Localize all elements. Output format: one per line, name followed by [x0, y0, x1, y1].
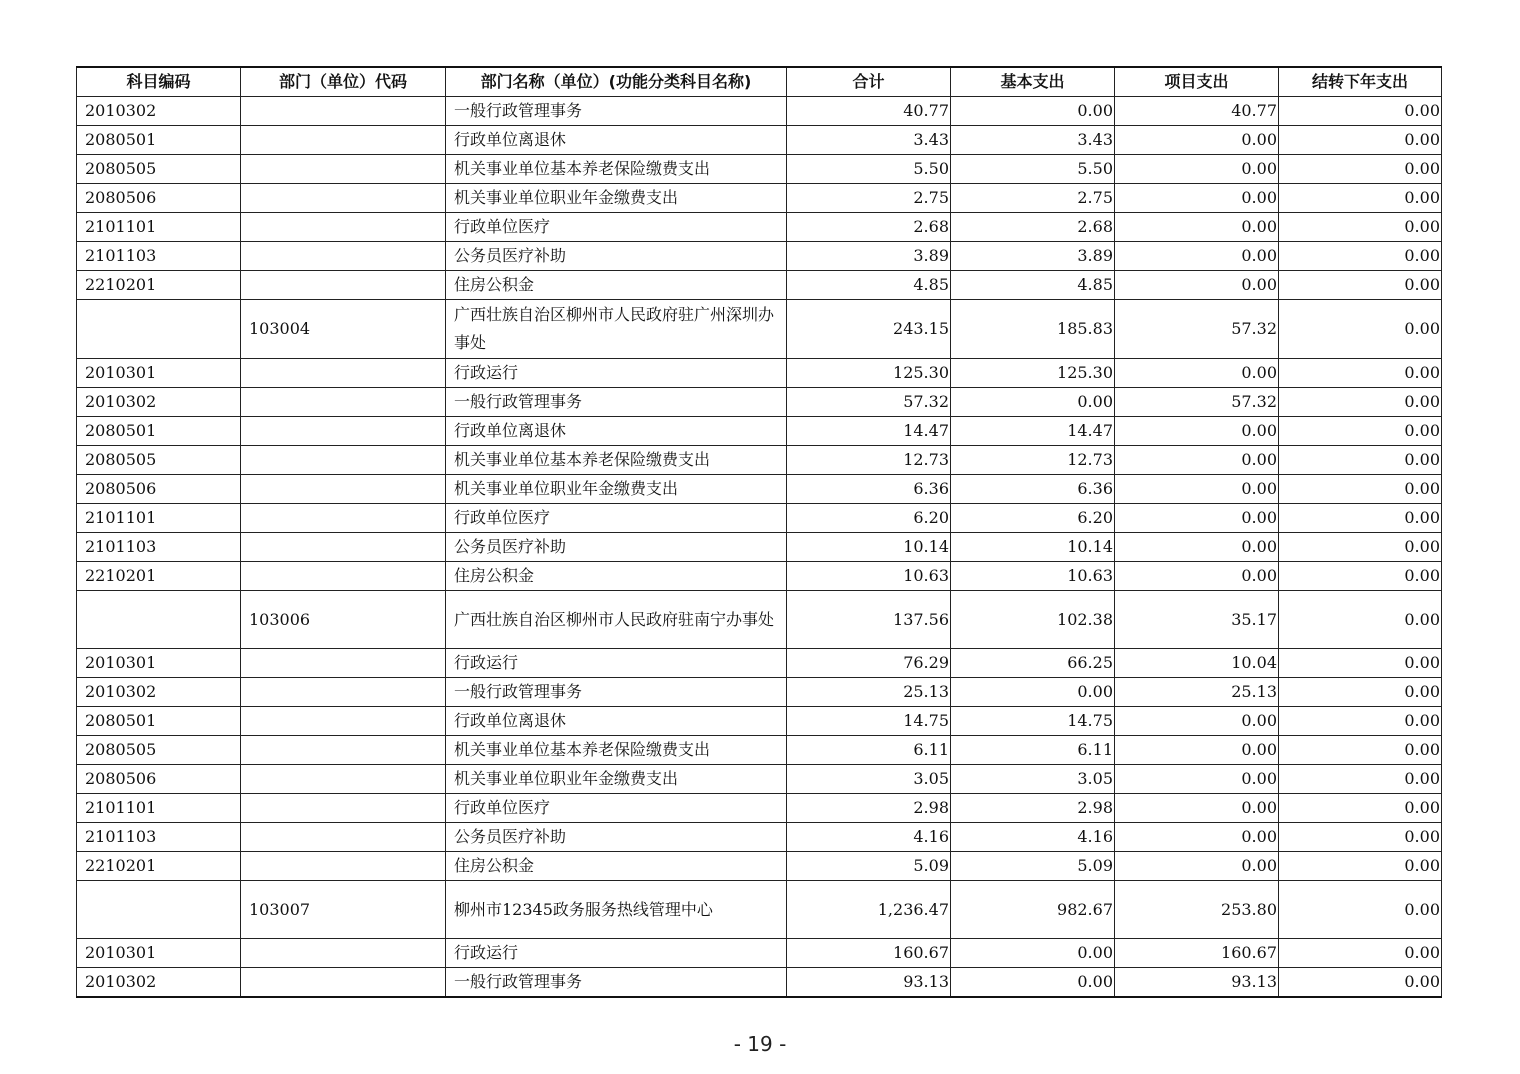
header-carry-forward: 结转下年支出 — [1279, 67, 1442, 97]
subject-code-cell: 2210201 — [77, 562, 241, 591]
table-row — [77, 823, 1442, 852]
carry-forward-cell: 0.00 — [1279, 417, 1442, 446]
carry-forward-cell: 0.00 — [1279, 736, 1442, 765]
table-row — [77, 533, 1442, 562]
total-cell: 243.15 — [787, 300, 951, 359]
basic-expenditure-cell: 102.38 — [951, 591, 1115, 649]
basic-expenditure-cell: 14.47 — [951, 417, 1115, 446]
carry-forward-cell: 0.00 — [1279, 446, 1442, 475]
dept-name-cell: 一般行政管理事务 — [446, 97, 787, 126]
dept-name-cell: 行政单位医疗 — [446, 213, 787, 242]
dept-name-cell: 公务员医疗补助 — [446, 533, 787, 562]
carry-forward-cell: 0.00 — [1279, 300, 1442, 359]
table-row — [77, 562, 1442, 591]
carry-forward-cell: 0.00 — [1279, 126, 1442, 155]
dept-name-cell: 机关事业单位基本养老保险缴费支出 — [446, 155, 787, 184]
dept-code-cell — [241, 388, 446, 417]
project-expenditure-cell: 57.32 — [1115, 300, 1279, 359]
dept-name-cell: 机关事业单位职业年金缴费支出 — [446, 475, 787, 504]
dept-code-cell — [241, 446, 446, 475]
project-expenditure-cell: 35.17 — [1115, 591, 1279, 649]
project-expenditure-cell: 0.00 — [1115, 475, 1279, 504]
subject-code-cell: 2010302 — [77, 388, 241, 417]
department-row — [77, 881, 1442, 939]
carry-forward-cell: 0.00 — [1279, 591, 1442, 649]
subject-code-cell: 2080506 — [77, 765, 241, 794]
basic-expenditure-cell: 0.00 — [951, 678, 1115, 707]
header-dept-code: 部门（单位）代码 — [241, 67, 446, 97]
basic-expenditure-cell: 6.36 — [951, 475, 1115, 504]
dept-name-cell: 住房公积金 — [446, 271, 787, 300]
header-subject-code: 科目编码 — [77, 67, 241, 97]
project-expenditure-cell: 0.00 — [1115, 504, 1279, 533]
table-row — [77, 97, 1442, 126]
table-row — [77, 649, 1442, 678]
dept-name-cell: 机关事业单位基本养老保险缴费支出 — [446, 736, 787, 765]
dept-code-cell — [241, 359, 446, 388]
subject-code-cell: 2080501 — [77, 707, 241, 736]
dept-name-cell: 机关事业单位职业年金缴费支出 — [446, 184, 787, 213]
subject-code-cell: 2080505 — [77, 736, 241, 765]
total-cell: 93.13 — [787, 968, 951, 998]
dept-name-cell: 行政单位离退休 — [446, 707, 787, 736]
subject-code-cell: 2080501 — [77, 417, 241, 446]
carry-forward-cell: 0.00 — [1279, 359, 1442, 388]
basic-expenditure-cell: 3.43 — [951, 126, 1115, 155]
dept-code-cell — [241, 417, 446, 446]
basic-expenditure-cell: 2.98 — [951, 794, 1115, 823]
dept-code-cell: 103007 — [241, 881, 446, 939]
header-project-expenditure: 项目支出 — [1115, 67, 1279, 97]
dept-code-cell — [241, 649, 446, 678]
carry-forward-cell: 0.00 — [1279, 968, 1442, 998]
subject-code-cell: 2210201 — [77, 271, 241, 300]
project-expenditure-cell: 0.00 — [1115, 213, 1279, 242]
total-cell: 125.30 — [787, 359, 951, 388]
page-number: - 19 - — [733, 1032, 787, 1056]
dept-name-cell: 行政运行 — [446, 939, 787, 968]
dept-name-cell: 广西壮族自治区柳州市人民政府驻广州深圳办事处 — [446, 300, 787, 359]
dept-name-cell: 一般行政管理事务 — [446, 678, 787, 707]
dept-name-cell: 公务员医疗补助 — [446, 242, 787, 271]
table-row — [77, 765, 1442, 794]
table-row — [77, 504, 1442, 533]
carry-forward-cell: 0.00 — [1279, 649, 1442, 678]
project-expenditure-cell: 25.13 — [1115, 678, 1279, 707]
dept-name-cell: 广西壮族自治区柳州市人民政府驻南宁办事处 — [446, 591, 787, 649]
total-cell: 40.77 — [787, 97, 951, 126]
table-row — [77, 359, 1442, 388]
total-cell: 5.09 — [787, 852, 951, 881]
project-expenditure-cell: 0.00 — [1115, 446, 1279, 475]
dept-name-cell: 公务员医疗补助 — [446, 823, 787, 852]
table-row — [77, 736, 1442, 765]
carry-forward-cell: 0.00 — [1279, 562, 1442, 591]
project-expenditure-cell: 160.67 — [1115, 939, 1279, 968]
basic-expenditure-cell: 125.30 — [951, 359, 1115, 388]
basic-expenditure-cell: 3.89 — [951, 242, 1115, 271]
table-row — [77, 446, 1442, 475]
total-cell: 6.11 — [787, 736, 951, 765]
total-cell: 57.32 — [787, 388, 951, 417]
basic-expenditure-cell: 66.25 — [951, 649, 1115, 678]
project-expenditure-cell: 0.00 — [1115, 765, 1279, 794]
subject-code-cell: 2010302 — [77, 968, 241, 998]
subject-code-cell: 2080501 — [77, 126, 241, 155]
dept-code-cell — [241, 504, 446, 533]
total-cell: 14.47 — [787, 417, 951, 446]
subject-code-cell — [77, 591, 241, 649]
dept-code-cell — [241, 707, 446, 736]
subject-code-cell: 2101101 — [77, 504, 241, 533]
basic-expenditure-cell: 12.73 — [951, 446, 1115, 475]
basic-expenditure-cell: 0.00 — [951, 388, 1115, 417]
project-expenditure-cell: 40.77 — [1115, 97, 1279, 126]
project-expenditure-cell: 0.00 — [1115, 184, 1279, 213]
carry-forward-cell: 0.00 — [1279, 388, 1442, 417]
project-expenditure-cell: 10.04 — [1115, 649, 1279, 678]
subject-code-cell: 2080506 — [77, 184, 241, 213]
subject-code-cell: 2101101 — [77, 794, 241, 823]
basic-expenditure-cell: 10.63 — [951, 562, 1115, 591]
dept-name-cell: 行政运行 — [446, 649, 787, 678]
total-cell: 3.43 — [787, 126, 951, 155]
subject-code-cell: 2080505 — [77, 155, 241, 184]
total-cell: 12.73 — [787, 446, 951, 475]
carry-forward-cell: 0.00 — [1279, 939, 1442, 968]
dept-code-cell: 103006 — [241, 591, 446, 649]
carry-forward-cell: 0.00 — [1279, 213, 1442, 242]
total-cell: 2.75 — [787, 184, 951, 213]
header-total: 合计 — [787, 67, 951, 97]
dept-code-cell — [241, 939, 446, 968]
basic-expenditure-cell: 6.20 — [951, 504, 1115, 533]
dept-name-cell: 住房公积金 — [446, 852, 787, 881]
total-cell: 10.14 — [787, 533, 951, 562]
project-expenditure-cell: 93.13 — [1115, 968, 1279, 998]
basic-expenditure-cell: 0.00 — [951, 939, 1115, 968]
carry-forward-cell: 0.00 — [1279, 707, 1442, 736]
dept-code-cell — [241, 271, 446, 300]
dept-code-cell — [241, 155, 446, 184]
table-row — [77, 184, 1442, 213]
subject-code-cell: 2010301 — [77, 649, 241, 678]
project-expenditure-cell: 0.00 — [1115, 533, 1279, 562]
basic-expenditure-cell: 2.75 — [951, 184, 1115, 213]
department-row — [77, 591, 1442, 649]
basic-expenditure-cell: 10.14 — [951, 533, 1115, 562]
carry-forward-cell: 0.00 — [1279, 881, 1442, 939]
subject-code-cell: 2101103 — [77, 823, 241, 852]
carry-forward-cell: 0.00 — [1279, 794, 1442, 823]
total-cell: 10.63 — [787, 562, 951, 591]
project-expenditure-cell: 0.00 — [1115, 155, 1279, 184]
dept-name-cell: 一般行政管理事务 — [446, 388, 787, 417]
dept-name-cell: 行政单位医疗 — [446, 794, 787, 823]
basic-expenditure-cell: 185.83 — [951, 300, 1115, 359]
project-expenditure-cell: 0.00 — [1115, 823, 1279, 852]
carry-forward-cell: 0.00 — [1279, 155, 1442, 184]
carry-forward-cell: 0.00 — [1279, 97, 1442, 126]
carry-forward-cell: 0.00 — [1279, 852, 1442, 881]
basic-expenditure-cell: 6.11 — [951, 736, 1115, 765]
table-row — [77, 126, 1442, 155]
table-row — [77, 213, 1442, 242]
table-row — [77, 852, 1442, 881]
project-expenditure-cell: 0.00 — [1115, 271, 1279, 300]
basic-expenditure-cell: 0.00 — [951, 97, 1115, 126]
dept-code-cell — [241, 126, 446, 155]
subject-code-cell: 2010302 — [77, 678, 241, 707]
basic-expenditure-cell: 4.85 — [951, 271, 1115, 300]
carry-forward-cell: 0.00 — [1279, 678, 1442, 707]
total-cell: 3.89 — [787, 242, 951, 271]
total-cell: 1,236.47 — [787, 881, 951, 939]
total-cell: 160.67 — [787, 939, 951, 968]
subject-code-cell: 2080506 — [77, 475, 241, 504]
basic-expenditure-cell: 5.50 — [951, 155, 1115, 184]
basic-expenditure-cell: 14.75 — [951, 707, 1115, 736]
subject-code-cell: 2101103 — [77, 533, 241, 562]
dept-code-cell — [241, 184, 446, 213]
project-expenditure-cell: 0.00 — [1115, 417, 1279, 446]
total-cell: 137.56 — [787, 591, 951, 649]
table-row — [77, 155, 1442, 184]
total-cell: 4.16 — [787, 823, 951, 852]
budget-expenditure-table — [76, 66, 1442, 998]
table-header-row — [77, 67, 1442, 97]
dept-name-cell: 柳州市12345政务服务热线管理中心 — [446, 881, 787, 939]
department-row — [77, 300, 1442, 359]
dept-name-cell: 一般行政管理事务 — [446, 968, 787, 998]
dept-name-cell: 行政单位离退休 — [446, 126, 787, 155]
subject-code-cell: 2010301 — [77, 359, 241, 388]
subject-code-cell — [77, 300, 241, 359]
subject-code-cell: 2010301 — [77, 939, 241, 968]
table-row — [77, 968, 1442, 998]
header-basic-expenditure: 基本支出 — [951, 67, 1115, 97]
table-row — [77, 678, 1442, 707]
total-cell: 2.98 — [787, 794, 951, 823]
subject-code-cell — [77, 881, 241, 939]
table-row — [77, 271, 1442, 300]
basic-expenditure-cell: 3.05 — [951, 765, 1115, 794]
table-row — [77, 939, 1442, 968]
subject-code-cell: 2101103 — [77, 242, 241, 271]
total-cell: 6.36 — [787, 475, 951, 504]
carry-forward-cell: 0.00 — [1279, 184, 1442, 213]
table-row — [77, 242, 1442, 271]
carry-forward-cell: 0.00 — [1279, 271, 1442, 300]
total-cell: 14.75 — [787, 707, 951, 736]
dept-code-cell: 103004 — [241, 300, 446, 359]
dept-code-cell — [241, 765, 446, 794]
table-row — [77, 475, 1442, 504]
project-expenditure-cell: 0.00 — [1115, 794, 1279, 823]
total-cell: 76.29 — [787, 649, 951, 678]
table-row — [77, 388, 1442, 417]
project-expenditure-cell: 0.00 — [1115, 242, 1279, 271]
carry-forward-cell: 0.00 — [1279, 533, 1442, 562]
project-expenditure-cell: 0.00 — [1115, 736, 1279, 765]
dept-name-cell: 机关事业单位基本养老保险缴费支出 — [446, 446, 787, 475]
dept-code-cell — [241, 533, 446, 562]
project-expenditure-cell: 0.00 — [1115, 707, 1279, 736]
project-expenditure-cell: 0.00 — [1115, 562, 1279, 591]
dept-name-cell: 行政单位医疗 — [446, 504, 787, 533]
dept-code-cell — [241, 97, 446, 126]
dept-name-cell: 机关事业单位职业年金缴费支出 — [446, 765, 787, 794]
basic-expenditure-cell: 982.67 — [951, 881, 1115, 939]
basic-expenditure-cell: 0.00 — [951, 968, 1115, 998]
header-dept-name: 部门名称（单位）(功能分类科目名称) — [446, 67, 787, 97]
project-expenditure-cell: 0.00 — [1115, 852, 1279, 881]
carry-forward-cell: 0.00 — [1279, 475, 1442, 504]
table-body — [77, 97, 1442, 998]
carry-forward-cell: 0.00 — [1279, 823, 1442, 852]
table-row — [77, 794, 1442, 823]
basic-expenditure-cell: 2.68 — [951, 213, 1115, 242]
carry-forward-cell: 0.00 — [1279, 504, 1442, 533]
basic-expenditure-cell: 5.09 — [951, 852, 1115, 881]
dept-name-cell: 行政单位离退休 — [446, 417, 787, 446]
dept-code-cell — [241, 736, 446, 765]
total-cell: 3.05 — [787, 765, 951, 794]
dept-code-cell — [241, 823, 446, 852]
dept-code-cell — [241, 562, 446, 591]
dept-code-cell — [241, 678, 446, 707]
dept-code-cell — [241, 475, 446, 504]
project-expenditure-cell: 253.80 — [1115, 881, 1279, 939]
table-row — [77, 417, 1442, 446]
project-expenditure-cell: 0.00 — [1115, 126, 1279, 155]
subject-code-cell: 2010302 — [77, 97, 241, 126]
total-cell: 6.20 — [787, 504, 951, 533]
dept-code-cell — [241, 242, 446, 271]
subject-code-cell: 2210201 — [77, 852, 241, 881]
carry-forward-cell: 0.00 — [1279, 242, 1442, 271]
dept-name-cell: 住房公积金 — [446, 562, 787, 591]
project-expenditure-cell: 57.32 — [1115, 388, 1279, 417]
dept-code-cell — [241, 794, 446, 823]
project-expenditure-cell: 0.00 — [1115, 359, 1279, 388]
subject-code-cell: 2101101 — [77, 213, 241, 242]
basic-expenditure-cell: 4.16 — [951, 823, 1115, 852]
dept-code-cell — [241, 852, 446, 881]
total-cell: 5.50 — [787, 155, 951, 184]
total-cell: 4.85 — [787, 271, 951, 300]
total-cell: 2.68 — [787, 213, 951, 242]
total-cell: 25.13 — [787, 678, 951, 707]
dept-name-cell: 行政运行 — [446, 359, 787, 388]
dept-code-cell — [241, 213, 446, 242]
dept-code-cell — [241, 968, 446, 998]
subject-code-cell: 2080505 — [77, 446, 241, 475]
table-row — [77, 707, 1442, 736]
carry-forward-cell: 0.00 — [1279, 765, 1442, 794]
